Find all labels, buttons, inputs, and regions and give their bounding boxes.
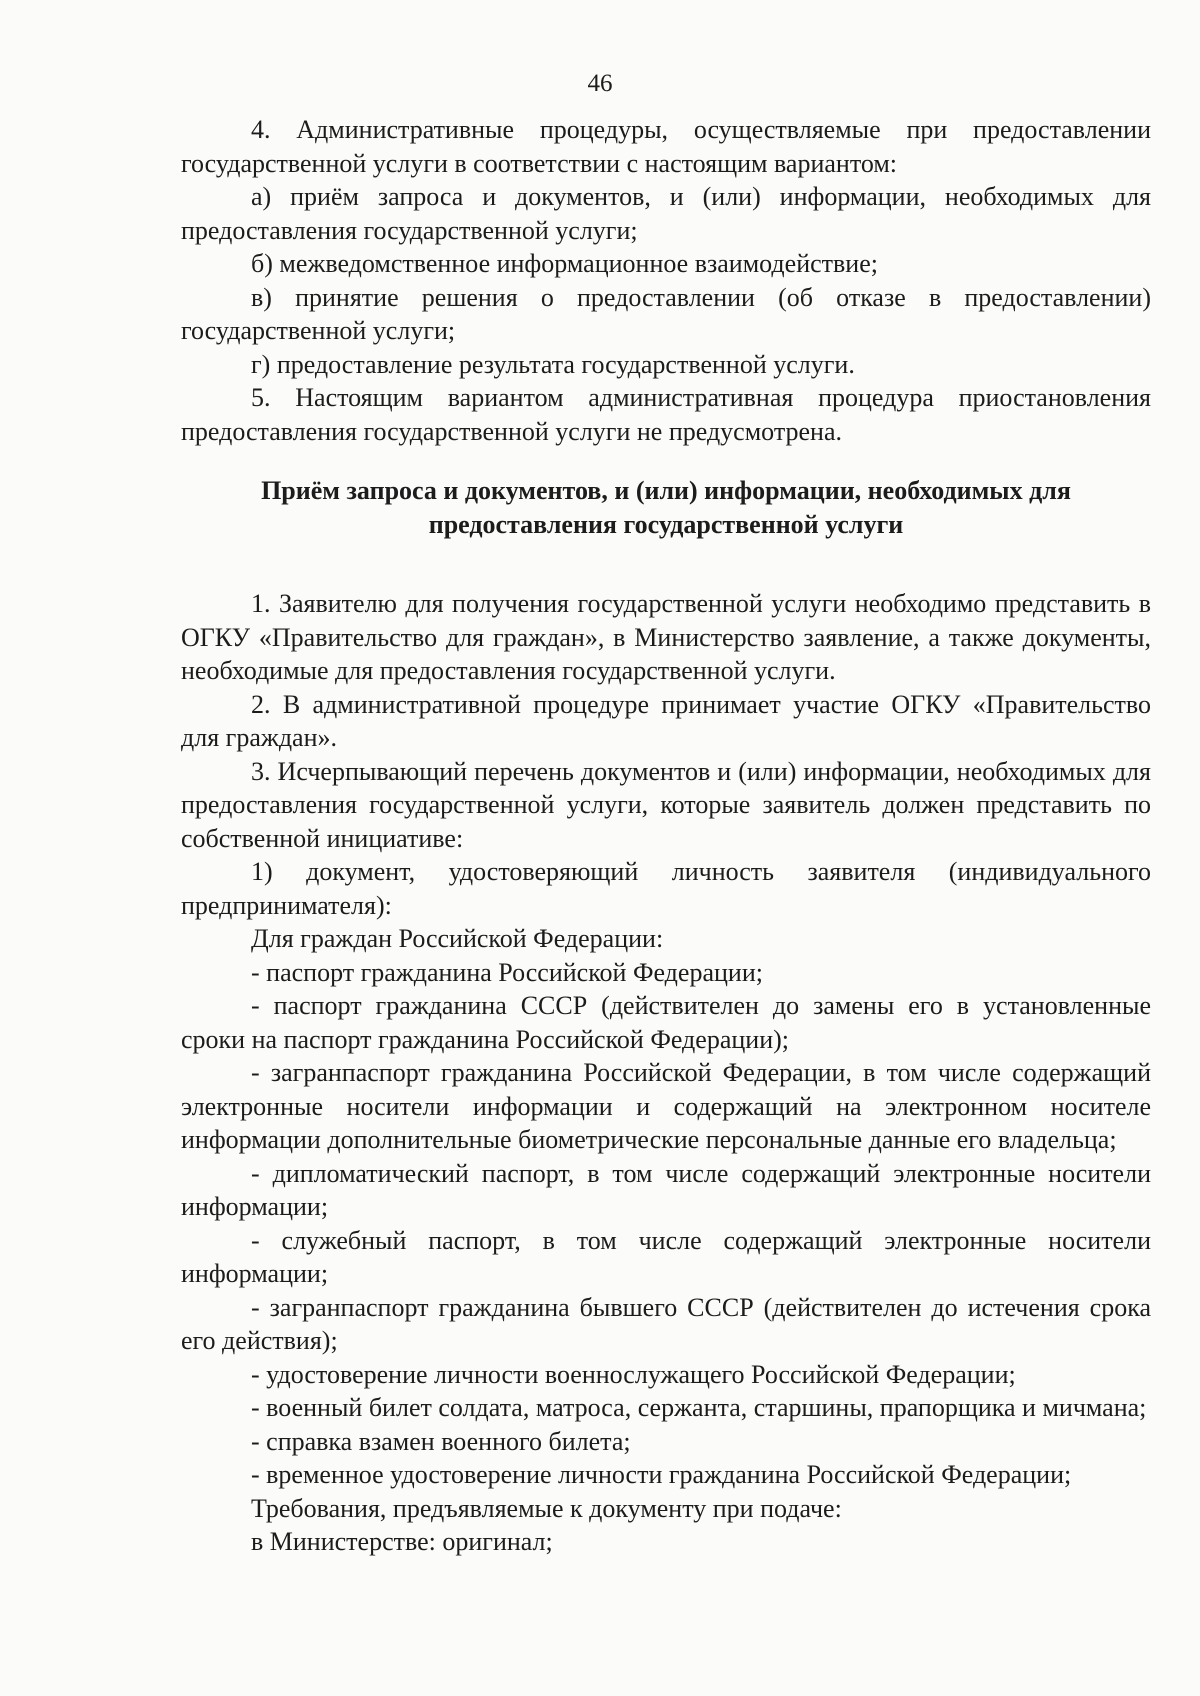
- paragraph: б) межведомственное информационное взаимодействие;: [251, 249, 878, 278]
- list-item: - загранпаспорт гражданина Российской Федерации, в том числе содержащий электронные носители информации и содержащий на электронном носителе информации дополнительные биометрические персональные данные его владельца;: [181, 1058, 1151, 1154]
- list-item: - паспорт гражданина Российской Федерации;: [251, 957, 763, 987]
- paragraph: Требования, предъявляемые к документу при подаче:: [251, 1493, 842, 1523]
- page-number: 46: [587, 70, 613, 97]
- paragraph: 1. Заявителю для получения государственной услуги необходимо представить в ОГКУ «Правительство для граждан», в Министерство заявление, а также документы, необходимые для предоставления государственной услуги.: [181, 589, 1151, 685]
- paragraph: г) предоставление результата государственной услуги.: [251, 349, 855, 379]
- list-item: - паспорт гражданина СССР (действителен до замены его в установленные сроки на паспорт гражданина Российской Федерации);: [181, 991, 1151, 1054]
- document-body: [181, 113, 1151, 1559]
- list-item: - загранпаспорт гражданина бывшего СССР (действителен до истечения срока его действия);: [181, 1292, 1151, 1355]
- list-item: - временное удостоверение личности гражданина Российской Федерации;: [251, 1460, 1072, 1489]
- section-heading: Приём запроса и документов, и (или) информации, необходимых для предоставления государственной услуги: [261, 476, 1071, 539]
- paragraph: 1) документ, удостоверяющий личность заявителя (индивидуального предпринимателя):: [181, 857, 1151, 920]
- paragraph: 4. Административные процедуры, осуществляемые при предоставлении государственной услуги в соответствии с настоящим вариантом:: [181, 115, 1151, 178]
- paragraph: в Министерстве: оригинал;: [251, 1527, 553, 1556]
- list-item: - служебный паспорт, в том числе содержащий электронные носители информации;: [181, 1225, 1151, 1288]
- paragraph: а) приём запроса и документов, и (или) информации, необходимых для предоставления государственной услуги;: [181, 182, 1151, 245]
- section-body: [181, 587, 1151, 1559]
- list-item: - удостоверение личности военнослужащего Российской Федерации;: [251, 1359, 1016, 1389]
- list-item: - справка взамен военного билета;: [251, 1426, 631, 1456]
- paragraph: 5. Настоящим вариантом административная процедура приостановления предоставления государственной услуги не предусмотрена.: [181, 383, 1151, 446]
- list-item: - дипломатический паспорт, в том числе содержащий электронные носители информации;: [181, 1158, 1151, 1221]
- paragraph: Для граждан Российской Федерации:: [251, 924, 664, 953]
- paragraph: 3. Исчерпывающий перечень документов и (или) информации, необходимых для предоставления государственной услуги, которые заявитель должен представить по собственной инициативе:: [181, 756, 1151, 853]
- paragraph: в) принятие решения о предоставлении (об отказе в предоставлении) государственной услуги;: [181, 282, 1151, 345]
- paragraph: 2. В административной процедуре принимает участие ОГКУ «Правительство для граждан».: [181, 689, 1151, 752]
- procedures-list: [181, 113, 1151, 448]
- list-item: - военный билет солдата, матроса, сержанта, старшины, прапорщика и мичмана;: [251, 1393, 1147, 1422]
